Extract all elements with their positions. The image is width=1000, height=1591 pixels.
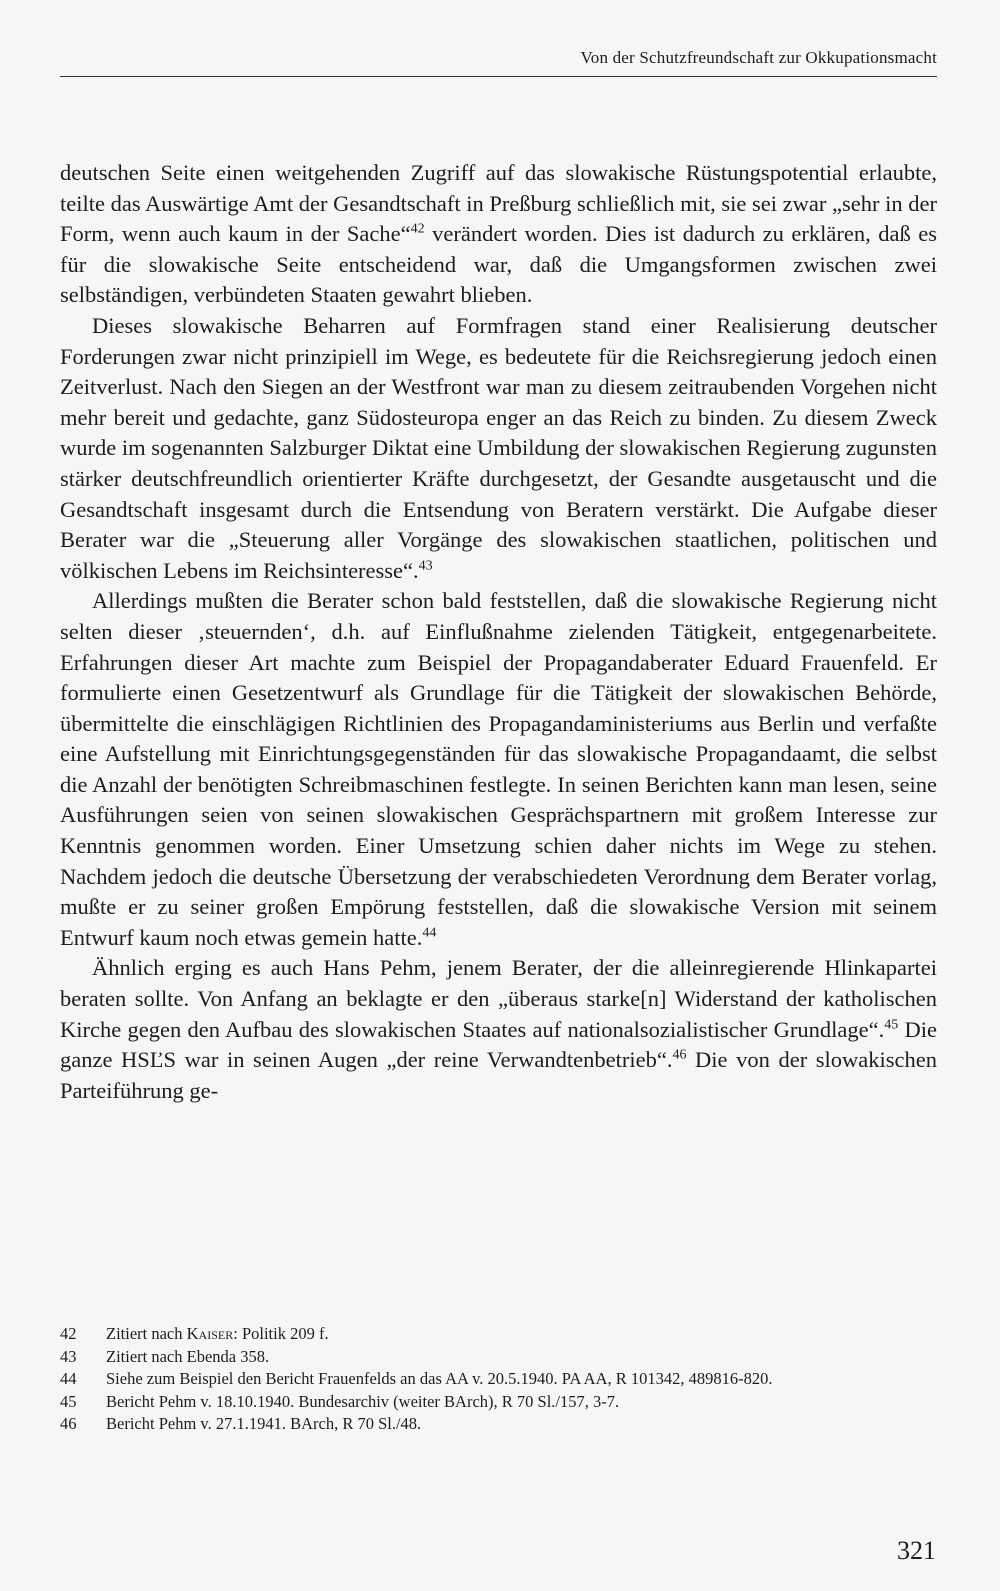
- footnote-46: [60, 1413, 937, 1436]
- author-name: Kaiser: [186, 1324, 234, 1343]
- footnote-number: 42: [60, 1324, 77, 1343]
- footnote-ref: 43: [418, 558, 433, 574]
- paragraph-3: Allerdings mußten die Berater schon bald feststellen, daß die slowakische Regierung nicht selten dieser ‚steuernden‘, d.h. auf Einflußnahme zielenden Tätigkeit, entgegenarbeitete. Erfahrungen dieser Art machte zum Beispiel der Propagandaberater Eduard Frauenfeld. Er formulierte einen Gesetzentwurf als Grundlage für die Tätigkeit der slowakischen Behörde, übermittelte die einschlägigen Richtlinien des Propagandaministeriums aus Berlin und verfaßte eine Aufstellung mit Einrichtungsgegenständen für das slowakische Propagandaamt, die selbst die Anzahl der benötigten Schreibmaschinen festlegte. In seinen Berichten kann man lesen, seine Ausführungen seien von seinen slowakischen Gesprächspartnern mit großem Interesse zur Kenntnis genommen worden. Einer Umsetzung schien daher nichts im Wege zu stehen. Nachdem jedoch die deutsche Übersetzung der verabschiedeten Verordnung dem Berater vorlag, mußte er zu seiner großen Empörung feststellen, daß die slowakische Version mit seinem Entwurf kaum noch etwas gemein hatte.$^{44}$: [60, 588, 937, 950]
- footnote-text: Bericht Pehm v. 18.10.1940. Bundesarchiv (weiter BArch), R 70 Sl./157, 3-7.: [106, 1391, 620, 1411]
- footnote-number: 46: [60, 1414, 77, 1433]
- footnote-text: Zitiert nach Ebenda 358.: [106, 1346, 270, 1366]
- footnote-44: [60, 1368, 937, 1391]
- footnote-number: 44: [60, 1369, 77, 1388]
- running-head: Von der Schutzfreundschaft zur Okkupationsmacht: [580, 48, 937, 67]
- footnote-43: [60, 1346, 937, 1369]
- footnote-text: Bericht Pehm v. 27.1.1941. BArch, R 70 Sl./48.: [106, 1414, 422, 1433]
- header-rule: [60, 76, 937, 77]
- footnote-number: 45: [60, 1391, 77, 1411]
- paragraph-1: deutschen Seite einen weitgehenden Zugriff auf das slowakische Rüstungspotential erlaubte, teilte das Auswärtige Amt der Gesandtschaft in Preßburg schließlich mit, sie sei zwar „sehr in der Form, wenn auch kaum in der Sache“$^{42}$ verändert worden. Dies ist dadurch zu erklären, daß es für die slowakische Seite entscheidend war, daß die Umgangsformen zwischen zwei selbständigen, verbündeten Staaten gewahrt blieben.: [60, 160, 937, 308]
- footnote-45: [60, 1391, 937, 1414]
- footnote-text: Zitiert nach Kaiser: Politik 209 f.: [106, 1324, 329, 1343]
- footnote-42: [60, 1323, 937, 1346]
- footnote-ref: 44: [422, 925, 437, 941]
- paragraph-2: Dieses slowakische Beharren auf Formfragen stand einer Realisierung deutscher Forderungen zwar nicht prinzipiell im Wege, es bedeutete für die Reichsregierung jedoch einen Zeitverlust. Nach den Siegen an der Westfront war man zu diesem zeitraubenden Vorgehen nicht mehr bereit und gedachte, ganz Südosteuropa enger an das Reich zu binden. Zu diesem Zweck wurde im sogenannten Salzburger Diktat eine Umbildung der slowakischen Regierung zugunsten stärker deutschfreundlich orientierter Kräfte durchgesetzt, der Gesandte ausgetauscht und die Gesandtschaft insgesamt durch die Entsendung von Beratern verstärkt. Die Aufgabe dieser Berater war die „Steuerung aller Vorgänge des slowakischen staatlichen, politischen und völkischen Lebens im Reichsinteresse“.$^{43}$: [60, 312, 937, 583]
- body-text: [60, 158, 937, 1106]
- footnote-text: Siehe zum Beispiel den Bericht Frauenfelds an das AA v. 20.5.1940. PA AA, R 101342, 489816-820.: [106, 1369, 773, 1388]
- footnote-ref: 42: [410, 221, 425, 237]
- footnotes: [60, 1323, 937, 1436]
- paragraph-4: Ähnlich erging es auch Hans Pehm, jenem Berater, der die alleinregierende Hlinkapartei beraten sollte. Von Anfang an beklagte er den „überaus starke[n] Widerstand der katholischen Kirche gegen den Aufbau des slowakischen Staates auf nationalsozialistischer Grundlage“.$^{45}$ Die ganze HSĽS war in seinen Augen „der reine Verwandtenbetrieb“.$^{46}$ Die von der slowakischen Parteiführung ge-: [60, 955, 937, 1103]
- footnote-number: 43: [60, 1346, 77, 1366]
- footnote-ref: 46: [672, 1047, 687, 1063]
- footnote-ref: 45: [884, 1017, 899, 1033]
- page-number: 321: [897, 1536, 936, 1565]
